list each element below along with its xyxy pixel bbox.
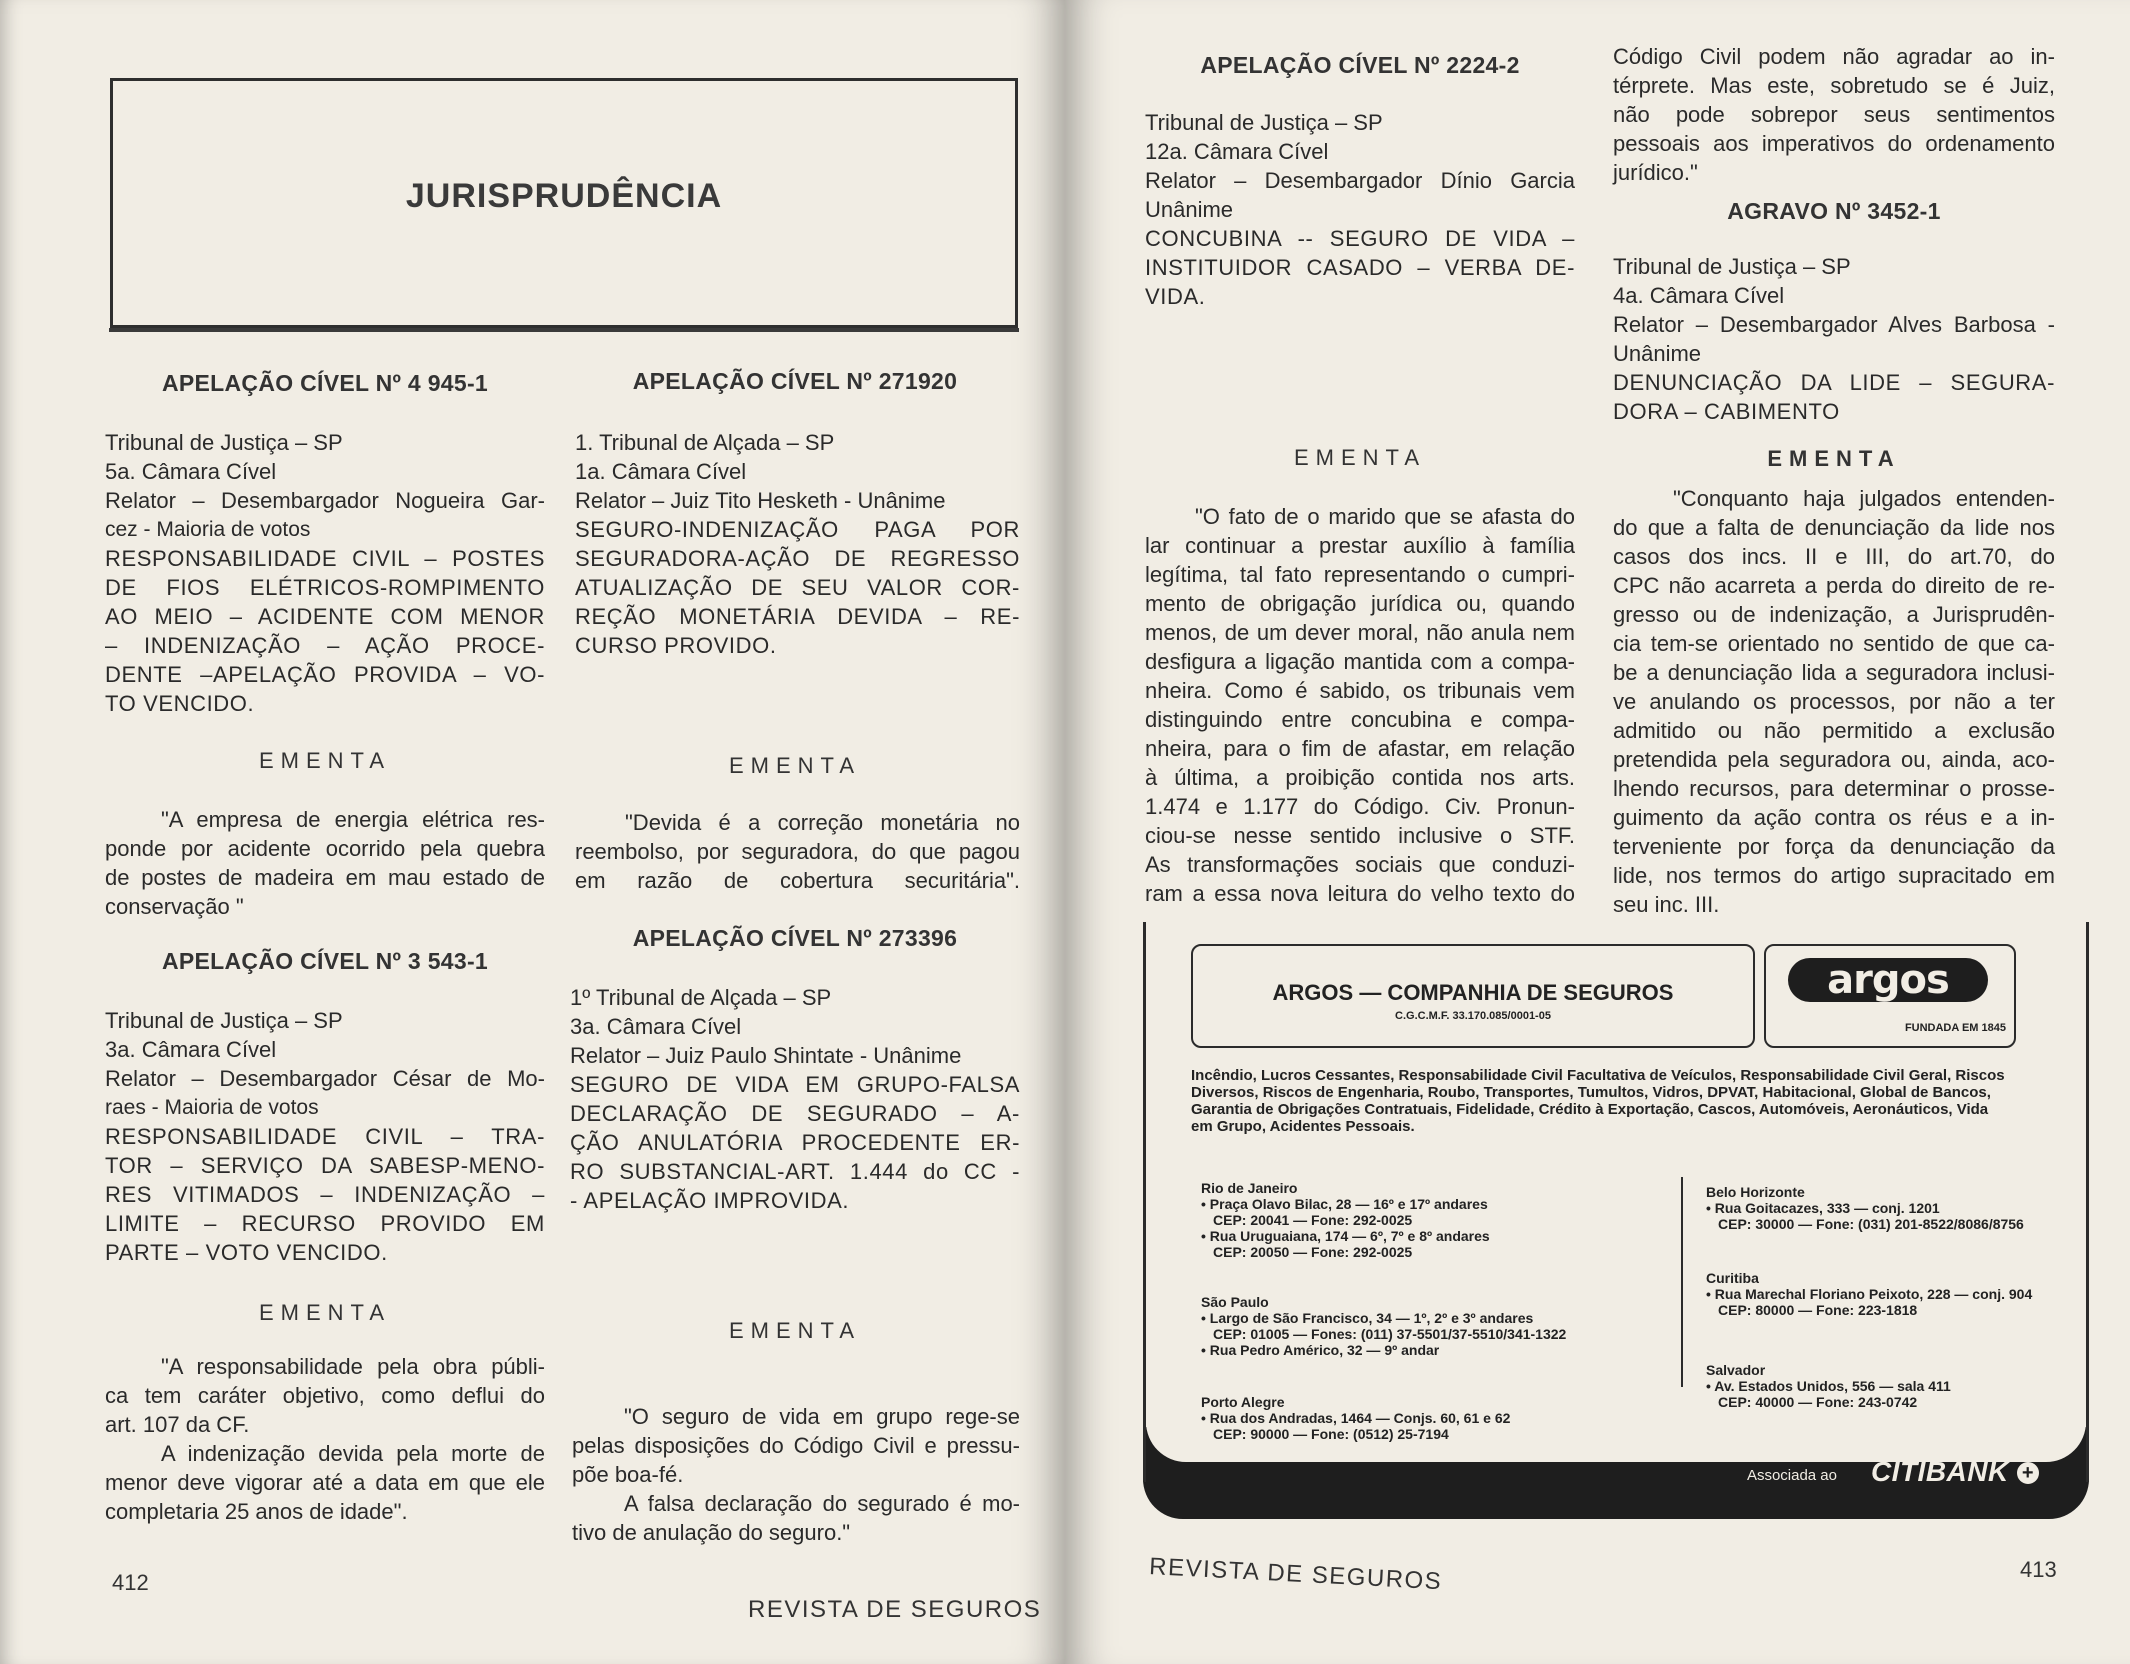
- office-line: CEP: 20050 — Fone: 292-0025: [1213, 1244, 1413, 1260]
- ementa-line: tivo de anulação do seguro.": [572, 1520, 851, 1545]
- ementa-line: lhendo recursos, para determinar o prosse-: [1613, 776, 2055, 801]
- citibank-wordmark: CITIBANK: [1870, 1456, 2009, 1487]
- continuation-line: pessoais aos imperativos do ordenamento: [1613, 131, 2055, 156]
- left-col2: [575, 368, 1015, 395]
- page-number: 412: [112, 1570, 149, 1595]
- ementa-line: legítima, tal fato representando o cumpri-: [1145, 562, 1575, 587]
- office-city: Porto Alegre: [1201, 1394, 1285, 1410]
- right-page: [1065, 0, 2130, 1664]
- ementa-line: ca tem caráter objetivo, como deflui do: [105, 1383, 545, 1408]
- office-city: Salvador: [1706, 1362, 1766, 1378]
- ementa-line: CPC não acarreta a perda do direito de re-: [1613, 573, 2055, 598]
- subject-line: DE FIOS ELÉTRICOS-ROMPIMENTO: [105, 575, 545, 600]
- ementa-line: nheira. Como é sabido, os tribunais vem: [1145, 678, 1575, 703]
- subject-line: SEGURO DE VIDA EM GRUPO-FALSA: [570, 1072, 1020, 1097]
- subject-line: RESPONSABILIDADE CIVIL – POSTES: [105, 546, 545, 571]
- continuation-line: não pode sobrepor seus sentimentos: [1613, 102, 2055, 127]
- ementa-label: EMENTA: [728, 1318, 862, 1343]
- chamber: 3a. Câmara Cível: [105, 1037, 277, 1062]
- office-city: São Paulo: [1201, 1294, 1269, 1310]
- argos-advertisement: [1143, 922, 2087, 1524]
- ementa-line: be a denunciação lida a seguradora inclusi-: [1613, 660, 2055, 685]
- subject-line: SEGURADORA-AÇÃO DE REGRESSO: [575, 546, 1020, 571]
- office-line: • Largo de São Francisco, 34 — 1º, 2º e 3º andares: [1201, 1310, 1534, 1326]
- chamber: 1a. Câmara Cível: [575, 459, 747, 484]
- citibank-logo: [1871, 1456, 2039, 1488]
- court: 1º Tribunal de Alçada – SP: [570, 985, 832, 1010]
- right-col2: [1613, 42, 2055, 187]
- title-underbar: [109, 328, 1019, 332]
- left-col2-case2: [575, 925, 1015, 952]
- subject-line: DECLARAÇÃO DE SEGURADO – A-: [570, 1101, 1020, 1126]
- court: Tribunal de Justiça – SP: [105, 1008, 343, 1033]
- subject-line: REÇÃO MONETÁRIA DEVIDA – RE-: [575, 604, 1020, 629]
- ementa-line: menos, de um dever moral, não anula nem: [1145, 620, 1575, 645]
- relator-line: Relator – Juiz Paulo Shintate - Unânime: [570, 1043, 962, 1068]
- subject-line: CURSO PROVIDO.: [575, 633, 777, 658]
- ementa-line: ciou-se nesse sentido inclusive o STF.: [1145, 823, 1575, 848]
- subject-line: - APELAÇÃO IMPROVIDA.: [570, 1188, 850, 1213]
- subject-line: RO SUBSTANCIAL-ART. 1.444 do CC -: [570, 1159, 1020, 1184]
- case-details: [105, 428, 545, 718]
- ementa-line: "O seguro de vida em grupo rege-se: [624, 1404, 1020, 1429]
- ementa-line: "A empresa de energia elétrica res-: [161, 807, 545, 832]
- company-cgc: C.G.C.M.F. 33.170.085/0001-05: [1395, 1010, 1551, 1022]
- ementa-text: [105, 1352, 545, 1526]
- office-line: CEP: 01005 — Fones: (011) 37-5501/37-5510/341-1322: [1213, 1326, 1567, 1342]
- case-details: [1613, 252, 2055, 426]
- subject-line: RESPONSABILIDADE CIVIL – TRA-: [105, 1124, 545, 1149]
- court: 1. Tribunal de Alçada – SP: [575, 430, 835, 455]
- founded-label: FUNDADA EM 1845: [1904, 1022, 2006, 1034]
- footer-title: REVISTA DE SEGUROS: [1148, 1553, 1443, 1596]
- case-details: [1145, 108, 1575, 311]
- ementa-line: As transformações sociais que conduzi-: [1145, 852, 1575, 877]
- left-col1: [105, 370, 545, 397]
- footer-title: REVISTA DE SEGUROS: [748, 1596, 1042, 1623]
- subject-line: PARTE – VOTO VENCIDO.: [105, 1240, 388, 1265]
- page-number: 413: [2020, 1557, 2057, 1582]
- case-heading: APELAÇÃO CÍVEL Nº 3 543-1: [161, 948, 489, 974]
- relator-line: raes - Maioria de votos: [105, 1096, 319, 1119]
- case-heading: AGRAVO Nº 3452-1: [1727, 198, 1941, 224]
- office-line: CEP: 20041 — Fone: 292-0025: [1213, 1212, 1413, 1228]
- office-salvador: [1706, 1362, 2076, 1410]
- office-line: • Rua Goitacazes, 333 — conj. 1201: [1706, 1200, 1940, 1216]
- office-line: • Av. Estados Unidos, 556 — sala 411: [1706, 1378, 1951, 1394]
- court: Tribunal de Justiça – SP: [1145, 110, 1383, 135]
- continuation-line: jurídico.": [1613, 160, 1698, 185]
- subject-line: LIMITE – RECURSO PROVIDO EM: [105, 1211, 545, 1236]
- continuation-line: térprete. Mas este, sobretudo se é Juiz,: [1613, 73, 2055, 98]
- office-line: • Rua Pedro Américo, 32 — 9º andar: [1201, 1342, 1440, 1358]
- left-col1-case2: [105, 948, 545, 975]
- subject-line: INSTITUIDOR CASADO – VERBA DE-: [1145, 255, 1575, 280]
- ementa-line: distinguindo entre concubina e compa-: [1145, 707, 1575, 732]
- office-belo-horizonte: [1706, 1184, 2076, 1232]
- chamber: 4a. Câmara Cível: [1613, 283, 1785, 308]
- subject-line: ATUALIZAÇÃO DE SEU VALOR COR-: [575, 575, 1020, 600]
- office-sao-paulo: [1201, 1294, 1671, 1358]
- subject-line: – INDENIZAÇÃO – AÇÃO PROCE-: [105, 633, 545, 658]
- subject-line: AO MEIO – ACIDENTE COM MENOR: [105, 604, 545, 629]
- ementa-text: [105, 805, 545, 921]
- ad-panel: [1146, 922, 2086, 1462]
- office-divider: [1681, 1177, 1683, 1387]
- subject-line: TO VENCIDO.: [105, 691, 255, 716]
- relator-line: Unânime: [1613, 341, 1702, 366]
- ementa-label: EMENTA: [258, 1300, 392, 1325]
- subject-line: ÇÃO ANULATÓRIA PROCEDENTE ER-: [570, 1130, 1020, 1155]
- ementa-line: conservação ": [105, 894, 244, 919]
- relator-line: Relator – Desembargador Dínio Garcia: [1145, 168, 1575, 193]
- relator-line: cez - Maioria de votos: [105, 518, 311, 541]
- office-line: CEP: 90000 — Fone: (0512) 25-7194: [1213, 1426, 1449, 1442]
- ementa-line: do que a falta de denunciação da lide nos: [1613, 515, 2055, 540]
- ementa-line: guimento da ação contra os réus e a in-: [1613, 805, 2055, 830]
- citibank-plus-icon: +: [2017, 1462, 2039, 1484]
- ementa-line: art. 107 da CF.: [105, 1412, 250, 1437]
- case-details: [105, 1006, 545, 1267]
- case-heading: APELAÇÃO CÍVEL Nº 271920: [632, 368, 958, 394]
- ementa-line: admitido ou não permitido a exclusão: [1613, 718, 2055, 743]
- subject-line: VIDA.: [1145, 284, 1206, 309]
- ementa-label: EMENTA: [1767, 446, 1901, 471]
- ementa-line: cia tem-se orientado no sentido de que ca-: [1613, 631, 2055, 656]
- office-city: Rio de Janeiro: [1201, 1180, 1298, 1196]
- section-title: JURISPRUDÊNCIA: [405, 177, 723, 215]
- ementa-line: "Devida é a correção monetária no: [625, 810, 1020, 835]
- office-rio: [1201, 1180, 1671, 1260]
- ementa-line: gresso ou de indenização, a Jurisprudên-: [1613, 602, 2055, 627]
- case-heading: APELAÇÃO CÍVEL Nº 2224-2: [1200, 52, 1520, 78]
- ementa-line: lide, nos termos do artigo supracitado em: [1613, 863, 2055, 888]
- office-line: • Rua Uruguaiana, 174 — 6º, 7º e 8º andares: [1201, 1228, 1490, 1244]
- ementa-line: A falsa declaração do segurado é mo-: [624, 1491, 1020, 1516]
- ementa-line: "A responsabilidade pela obra públi-: [161, 1354, 545, 1379]
- relator-line: Relator – Desembargador Nogueira Gar-: [105, 488, 545, 513]
- office-line: CEP: 80000 — Fone: 223-1818: [1718, 1302, 1918, 1318]
- subject-line: DENUNCIAÇÃO DA LIDE – SEGURA-: [1613, 370, 2055, 395]
- court: Tribunal de Justiça – SP: [105, 430, 343, 455]
- ementa-line: pelas disposições do Código Civil e pressu-: [572, 1433, 1020, 1458]
- ementa-line: completaria 25 anos de idade".: [105, 1499, 408, 1524]
- ementa-line: ponde por acidente ocorrido pela quebra: [105, 836, 545, 861]
- ementa-line: ve anulando os processos, por não a ter: [1613, 689, 2055, 714]
- office-line: CEP: 30000 — Fone: (031) 201-8522/8086/8756: [1718, 1216, 2024, 1232]
- ementa-line: reembolso, por seguradora, do que pagou: [575, 839, 1020, 864]
- ementa-line: terveniente por força da denunciação da: [1613, 834, 2055, 859]
- chamber: 12a. Câmara Cível: [1145, 139, 1329, 164]
- case-details: [575, 428, 1020, 660]
- ementa-line: seu inc. III.: [1613, 892, 1720, 917]
- ementa-line: de postes de madeira em mau estado de: [105, 865, 545, 890]
- case-details: [570, 983, 1020, 1215]
- continuation-line: Código Civil podem não agradar ao in-: [1613, 44, 2055, 69]
- ementa-line: nheira, para o fim de afastar, em relação: [1145, 736, 1575, 761]
- ementa-line: casos dos incs. II e III, do art.70, do: [1613, 544, 2055, 569]
- argos-logo-box: [1764, 944, 2016, 1048]
- ementa-line: 1.474 e 1.177 do Código. Civ. Pronun-: [1145, 794, 1575, 819]
- associated-label: Associada ao: [1746, 1467, 1837, 1484]
- office-line: CEP: 40000 — Fone: 243-0742: [1718, 1394, 1918, 1410]
- argos-logo: argos: [1788, 958, 1988, 1002]
- subject-line: SEGURO-INDENIZAÇÃO PAGA POR: [575, 517, 1020, 542]
- ementa-text: [575, 808, 1020, 895]
- subject-line: DORA – CABIMENTO: [1613, 399, 1840, 424]
- ementa-line: à última, a proibição contida nos arts.: [1145, 765, 1575, 790]
- office-porto-alegre: [1201, 1394, 1671, 1442]
- office-curitiba: [1706, 1270, 2076, 1318]
- chamber: 5a. Câmara Cível: [105, 459, 277, 484]
- section-title-box: [110, 78, 1018, 328]
- subject-line: CONCUBINA -- SEGURO DE VIDA –: [1145, 226, 1575, 251]
- subject-line: TOR – SERVIÇO DA SABESP-MENO-: [105, 1153, 545, 1178]
- ementa-line: lar continuar a prestar auxílio à família: [1145, 533, 1575, 558]
- right-col1: [1145, 52, 1575, 79]
- chamber: 3a. Câmara Cível: [570, 1014, 742, 1039]
- company-name: ARGOS — COMPANHIA DE SEGUROS: [1272, 980, 1674, 1005]
- relator-line: Unânime: [1145, 197, 1234, 222]
- office-city: Curitiba: [1706, 1270, 1759, 1286]
- relator-line: Relator – Desembargador César de Mo-: [105, 1066, 545, 1091]
- ementa-line: põe boa-fé.: [572, 1462, 684, 1487]
- relator-line: Relator – Juiz Tito Hesketh - Unânime: [575, 488, 946, 513]
- ementa-text: [1613, 484, 2055, 919]
- office-line: • Praça Olavo Bilac, 28 — 16º e 17º andares: [1201, 1196, 1488, 1212]
- office-line: • Rua dos Andradas, 1464 — Conjs. 60, 61 e 62: [1201, 1410, 1511, 1426]
- court: Tribunal de Justiça – SP: [1613, 254, 1851, 279]
- ementa-text: [1145, 502, 1575, 908]
- relator-line: Relator – Desembargador Alves Barbosa -: [1613, 312, 2055, 337]
- office-city: Belo Horizonte: [1706, 1184, 1805, 1200]
- ementa-label: EMENTA: [728, 753, 862, 778]
- ementa-line: pretendida pela seguradora ou, ainda, aco-: [1613, 747, 2055, 772]
- ementa-line: menor deve vigorar até a data em que ele: [105, 1470, 545, 1495]
- ementa-line: "O fato de o marido que se afasta do: [1195, 504, 1575, 529]
- ementa-line: em razão de cobertura securitária".: [575, 868, 1020, 893]
- ementa-line: mento de obrigação jurídica ou, quando: [1145, 591, 1575, 616]
- subject-line: RES VITIMADOS – INDENIZAÇÃO –: [105, 1182, 545, 1207]
- services-list: Incêndio, Lucros Cessantes, Responsabilidade Civil Facultativa de Veículos, Responsabilidade Civil Geral, Riscos Diversos, Riscos de Engenharia, Roubo, Transportes, Tumultos, Vidros, DPVAT, Habitacional, Global de Bancos, Garantia de Obrigações Contratuais, Fidelidade, Crédito à Exportação, Cascos, Automóveis, Aeronáuticos, Vida em Grupo, Acidentes Pessoais.: [1191, 1067, 2005, 1135]
- case-heading: APELAÇÃO CÍVEL Nº 273396: [632, 925, 958, 951]
- office-line: • Rua Marechal Floriano Peixoto, 228 — conj. 904: [1706, 1286, 2033, 1302]
- ementa-label: EMENTA: [1293, 445, 1427, 470]
- ementa-line: ram a essa nova leitura do velho texto do: [1145, 881, 1575, 906]
- company-name-box: [1191, 944, 1755, 1048]
- ementa-line: A indenização devida pela morte de: [161, 1441, 545, 1466]
- ementa-line: "Conquanto haja julgados entenden-: [1673, 486, 2055, 511]
- ementa-text: [572, 1402, 1020, 1547]
- ementa-line: desfigura a ligação mantida com a compa-: [1145, 649, 1575, 674]
- ementa-label: EMENTA: [258, 748, 392, 773]
- case-heading: APELAÇÃO CÍVEL Nº 4 945-1: [161, 370, 489, 396]
- subject-line: DENTE –APELAÇÃO PROVIDA – VO-: [105, 662, 545, 687]
